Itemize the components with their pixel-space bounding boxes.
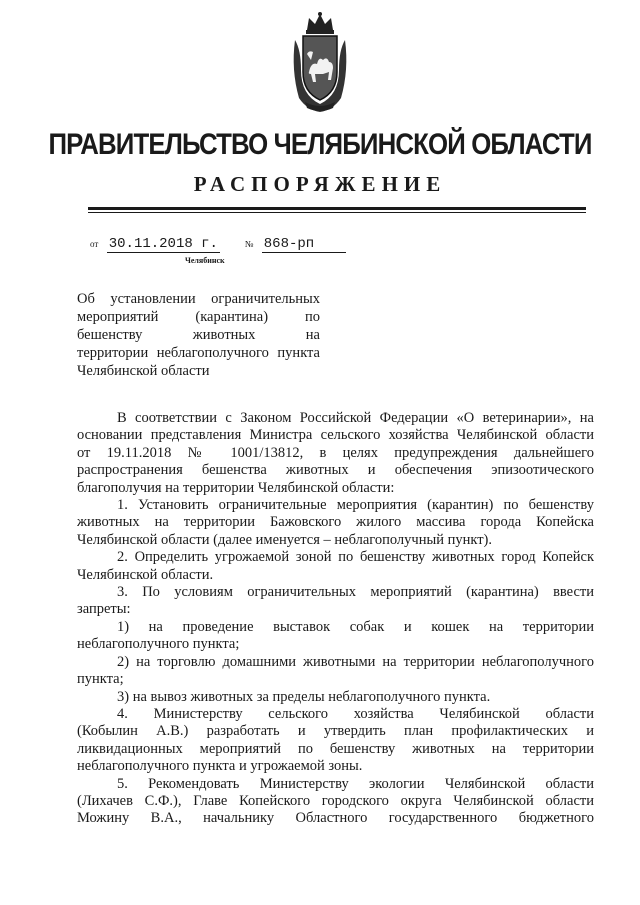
body-line: запреты:: [77, 601, 131, 618]
body-line: распространения бешенства животных и обеспечения эпизоотического: [77, 462, 594, 479]
header-rule-thin: [88, 212, 586, 213]
organization-title: ПРАВИТЕЛЬСТВО ЧЕЛЯБИНСКОЙ ОБЛАСТИ: [48, 128, 592, 161]
date-number-row: [90, 236, 346, 254]
subject-line: бешенству животных на: [77, 327, 320, 343]
body-line: (Кобылин А.В.) разработать и утвердить план профилактических и: [77, 723, 594, 740]
body-line: 1) на проведение выставок собак и кошек на территории: [117, 618, 594, 635]
body-line: 1. Установить ограничительные мероприятия (карантин) по бешенству: [117, 497, 594, 514]
body-line: основании представления Министра сельского хозяйства Челябинской области: [77, 427, 594, 444]
body-line: 4. Министерству сельского хозяйства Челябинской области: [117, 705, 594, 722]
subject-line: территории неблагополучного пункта: [77, 345, 320, 361]
body-line: Можину В.А., начальнику Областного государственного бюджетного: [77, 810, 594, 827]
document-number: 868-рп: [262, 236, 346, 253]
body-line: Челябинской области.: [77, 566, 214, 583]
subject-line: мероприятий (карантина) по: [77, 309, 320, 325]
body-line: ликвидационных мероприятий по бешенству животных на территории: [77, 740, 594, 757]
subject-line: Челябинской области: [77, 363, 210, 379]
body-line: животных на территории Бажовского жилого массива города Копейска: [77, 514, 594, 531]
document-date: 30.11.2018 г.: [108, 236, 218, 252]
document-body: [77, 410, 594, 828]
body-line: 2) на торговлю домашними животными на территории неблагополучного: [117, 653, 594, 670]
body-line: 2. Определить угрожаемой зоной по бешенству животных город Копейск: [117, 549, 594, 566]
document-city: Челябинск: [185, 256, 225, 265]
body-line: 3) на вывоз животных за пределы неблагополучного пункта.: [117, 688, 491, 705]
body-line: неблагополучного пункта и угрожаемой зоны.: [77, 758, 363, 775]
coat-of-arms-emblem: [289, 10, 351, 114]
body-line: неблагополучного пункта;: [77, 636, 240, 653]
body-line: Челябинской области (далее именуется – неблагополучный пункт).: [77, 531, 492, 548]
body-line: 3. По условиям ограничительных мероприятий (карантина) ввести: [117, 584, 594, 601]
header-rule-thick: [88, 207, 586, 210]
document-subject: [77, 290, 320, 380]
body-line: 5. Рекомендовать Министерству экологии Челябинской области: [117, 775, 594, 792]
subject-line: Об установлении ограничительных: [77, 291, 320, 307]
number-prefix: №: [244, 239, 254, 249]
body-line: (Лихачев С.Ф.), Главе Копейского городского округа Челябинской области: [77, 792, 594, 809]
body-line: от 19.11.2018 № 1001/13812, в целях предупреждения дальнейшего: [77, 444, 594, 461]
body-line: В соответствии с Законом Российской Федерации «О ветеринарии», на: [117, 410, 594, 426]
body-line: пункта;: [77, 671, 124, 688]
document-type: РАСПОРЯЖЕНИЕ: [193, 172, 447, 196]
body-line: благополучия на территории Челябинской области:: [77, 479, 395, 496]
date-prefix: от: [90, 239, 99, 249]
